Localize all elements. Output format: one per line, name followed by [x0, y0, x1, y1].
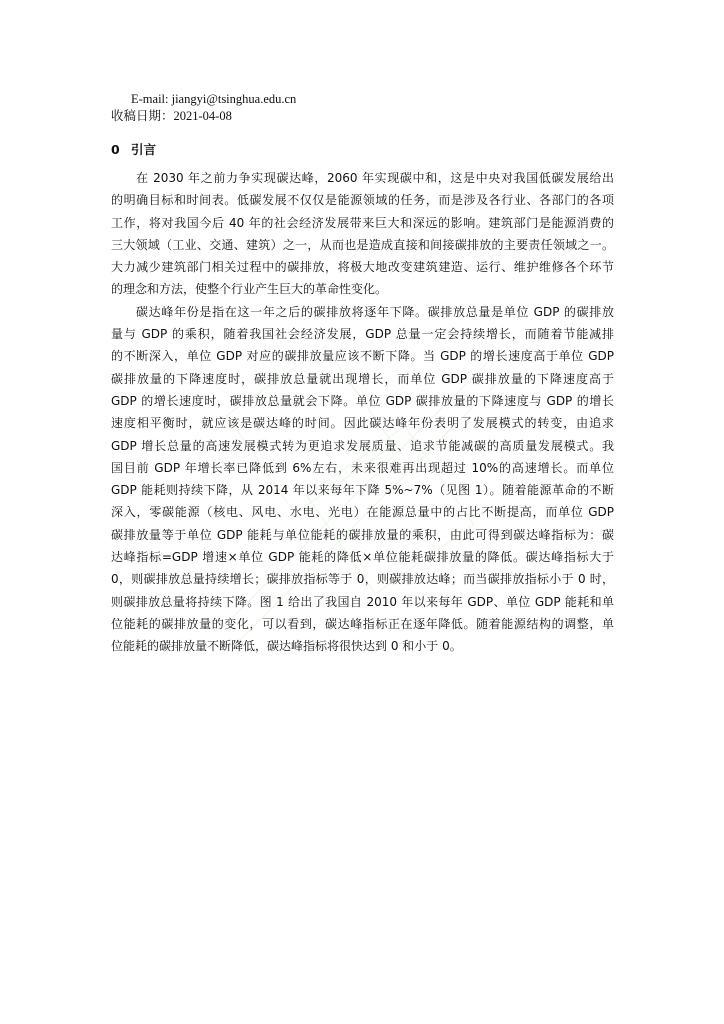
- text-line: 三大领域（工业、交通、建筑）之一，从而也是造成直接和间接碳排放的主要责任领域之一。: [111, 237, 614, 252]
- paragraph-1: [111, 167, 614, 301]
- text-line: 位能耗的碳排放量不断降低，碳达峰指标将很快达到 0 和小于 0。: [111, 639, 462, 654]
- text-line: 深入，零碳能源（核电、风电、水电、光电）在能源总量中的占比不断提高，而单位 GDP: [111, 505, 614, 520]
- text-line: 速度相平衡时，就应该是碳达峰的时间。因此碳达峰年份表明了发展模式的转变，由追求: [111, 416, 614, 431]
- text-line: GDP 能耗则持续下降，从 2014 年以来每年下降 5%~7%（见图 1）。随着能源革命的不断: [111, 483, 614, 498]
- text-line: 工作，将对我国今后 40 年的社会经济发展带来巨大和深远的影响。建筑部门是能源消费的: [111, 215, 614, 230]
- text-line: 在 2030 年之前力争实现碳达峰，2060 年实现碳中和，这是中央对我国低碳发展给出: [136, 171, 614, 185]
- text-line: 则碳排放总量将持续下降。图 1 给出了我国自 2010 年以来每年 GDP、单位 GDP 能耗和单: [111, 594, 614, 609]
- body-text: [111, 167, 614, 658]
- received-date: 收稿日期：2021-04-08: [111, 109, 232, 123]
- author-email: E-mail: jiangyi@tsinghua.edu.cn: [131, 92, 297, 106]
- section-heading: [111, 142, 156, 158]
- text-line: 大力减少建筑部门相关过程中的碳排放，将极大地改变建筑建造、运行、维护维修各个环节: [111, 260, 614, 275]
- text-line: 的理念和方法，使整个行业产生巨大的革命性变化。: [111, 282, 388, 297]
- text-line: 碳排放量的下降速度时，碳排放总量就出现增长，而单位 GDP 碳排放量的下降速度高于: [111, 371, 614, 386]
- text-line: 的明确目标和时间表。低碳发展不仅仅是能源领域的任务，而是涉及各行业、各部门的各项: [111, 193, 614, 208]
- text-line: GDP 增长总量的高速发展模式转为更追求发展质量、追求节能减碳的高质量发展模式。我: [111, 438, 614, 453]
- text-line: 0，则碳排放总量持续增长；碳排放指标等于 0，则碳排放达峰；而当碳排放指标小于 0 时，: [111, 572, 614, 587]
- paragraph-2: [111, 301, 614, 658]
- text-line: 碳排放量等于单位 GDP 能耗与单位能耗的碳排放量的乘积，由此可得到碳达峰指标为：碳: [111, 527, 614, 542]
- text-line: 达峰指标=GDP 增速×单位 GDP 能耗的降低×单位能耗碳排放量的降低。碳达峰指标大于: [111, 550, 614, 565]
- text-line: GDP 的增长速度时，碳排放总量就会下降。单位 GDP 碳排放量的下降速度与 GDP 的增长: [111, 393, 614, 408]
- text-line: 的不断深入，单位 GDP 对应的碳排放量应该不断下降。当 GDP 的增长速度高于单位 GDP: [111, 349, 614, 364]
- text-line: 碳达峰年份是指在这一年之后的碳排放将逐年下降。碳排放总量是单位 GDP 的碳排放: [136, 304, 614, 319]
- section-number: 0: [111, 142, 120, 157]
- text-line: 量与 GDP 的乘积，随着我国社会经济发展，GDP 总量一定会持续增长，而随着节能减排: [111, 327, 614, 342]
- text-line: 国目前 GDP 年增长率已降低到 6%左右，未来很难再出现超过 10%的高速增长。而单位: [111, 460, 614, 475]
- section-title: 引言: [131, 142, 157, 157]
- text-line: 位能耗的碳排放量的变化，可以看到，碳达峰指标正在逐年降低。随着能源结构的调整，单: [111, 616, 614, 631]
